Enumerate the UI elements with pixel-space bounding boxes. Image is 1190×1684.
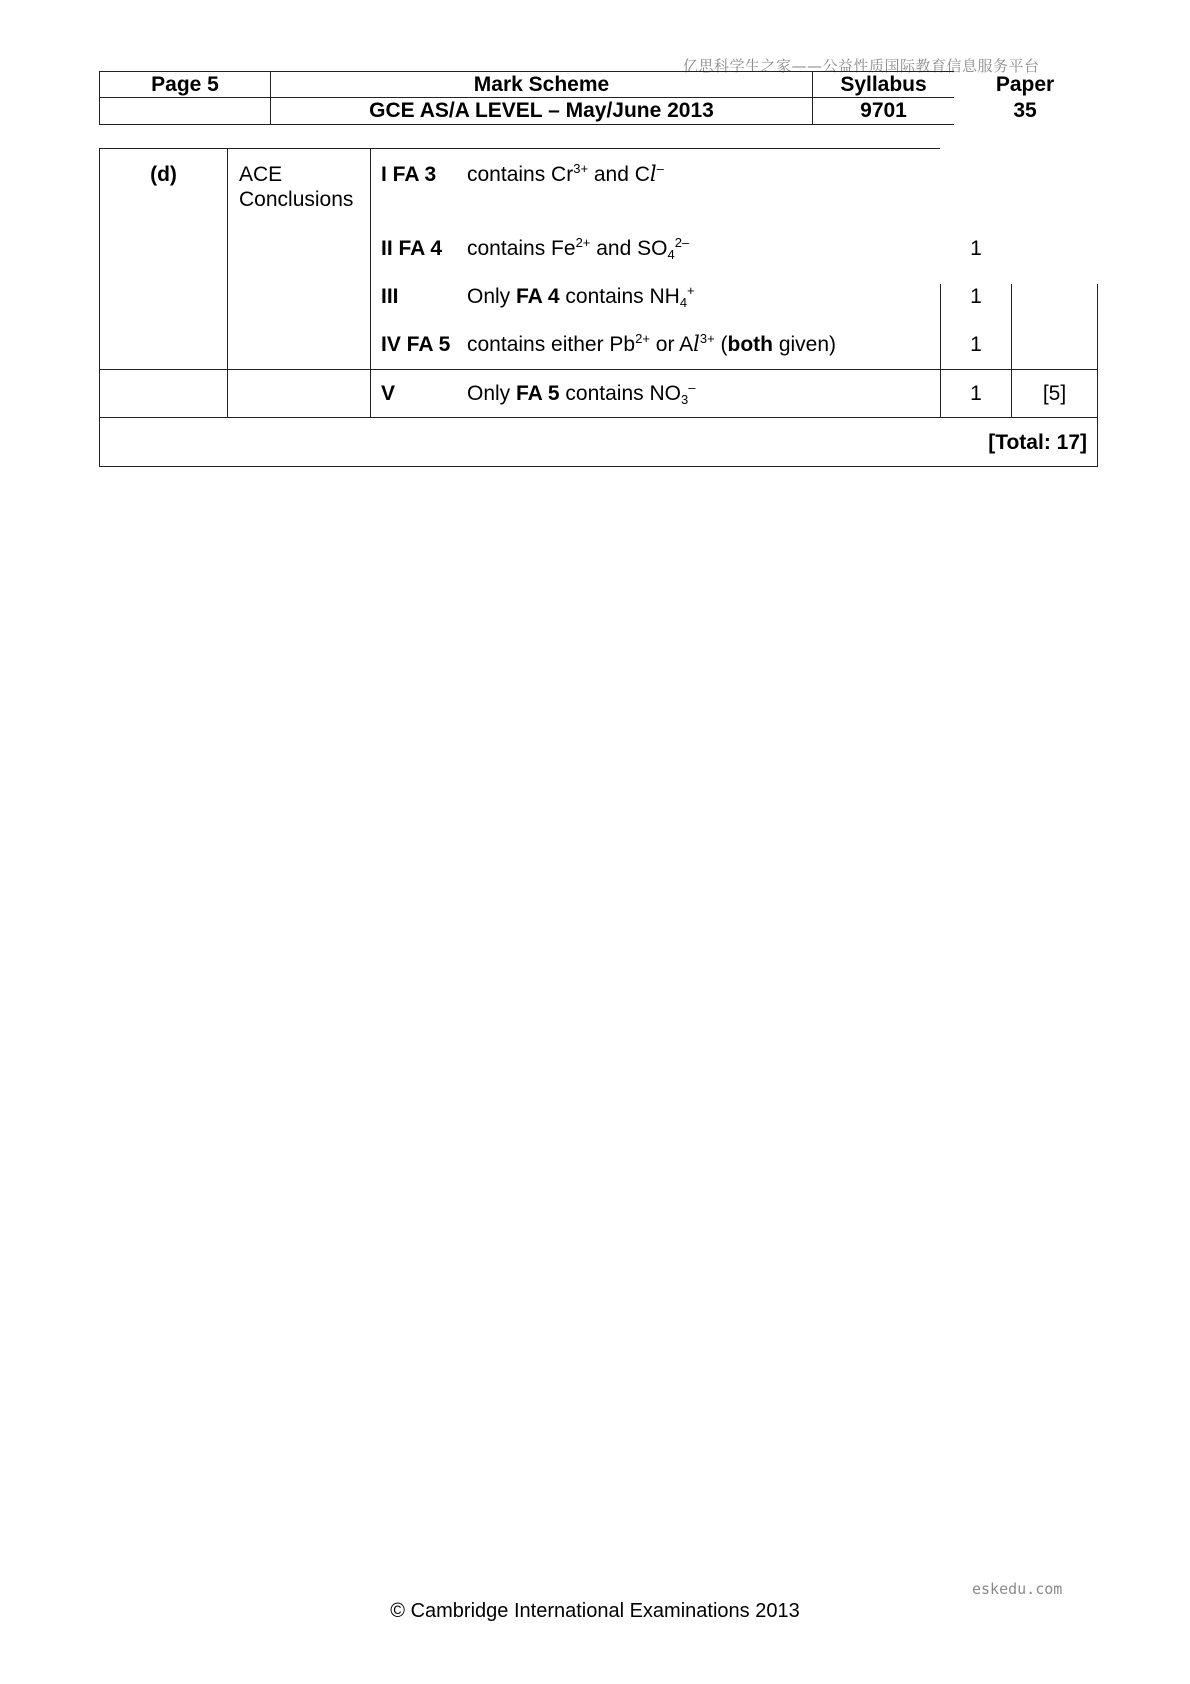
row-label: IV FA 5	[381, 333, 451, 356]
row-mark: 1	[970, 382, 982, 405]
grand-total: [Total: 17]	[988, 431, 1087, 454]
row-text: contains either $Pb^{2+}$ or $Al^{3+}$ (both given)	[467, 331, 837, 356]
copyright-footer: © Cambridge International Examinations 2013	[390, 1600, 800, 1622]
row-mark: 1	[970, 333, 982, 356]
row-text: contains $Fe^{2+}$ and $SO_4^{2-}$	[467, 235, 690, 262]
header-title: Mark Scheme	[473, 73, 610, 96]
header-paper-label: Paper	[995, 73, 1055, 96]
row-text: Only FA 5 contains $NO_3^-$	[467, 380, 696, 407]
section-name-line1: ACE	[239, 163, 283, 186]
row-label: III	[381, 285, 399, 308]
header-paper-code: 35	[1013, 99, 1037, 122]
row-subtotal: [5]	[1042, 382, 1067, 405]
watermark-top: 亿思科学生之家——公益性质国际教育信息服务平台	[683, 57, 1040, 75]
row-mark: 1	[970, 285, 982, 308]
section-name-line2: Conclusions	[239, 188, 354, 211]
header-syllabus-code: 9701	[860, 99, 907, 122]
header-subtitle: GCE AS/A LEVEL – May/June 2013	[369, 99, 714, 122]
row-label: V	[381, 382, 396, 405]
header-syllabus-label: Syllabus	[840, 73, 927, 96]
row-text: Only FA 4 contains $NH_4^+$	[467, 283, 695, 310]
question-part: (d)	[150, 163, 177, 186]
row-text: contains $Cr^{3+}$ and Cl–	[467, 161, 664, 186]
row-label: II FA 4	[381, 237, 443, 260]
header-page: Page 5	[151, 73, 219, 96]
row-mark: 1	[970, 237, 982, 260]
watermark-bottom: eskedu.com	[972, 1580, 1063, 1598]
row-label: I FA 3	[381, 163, 437, 186]
